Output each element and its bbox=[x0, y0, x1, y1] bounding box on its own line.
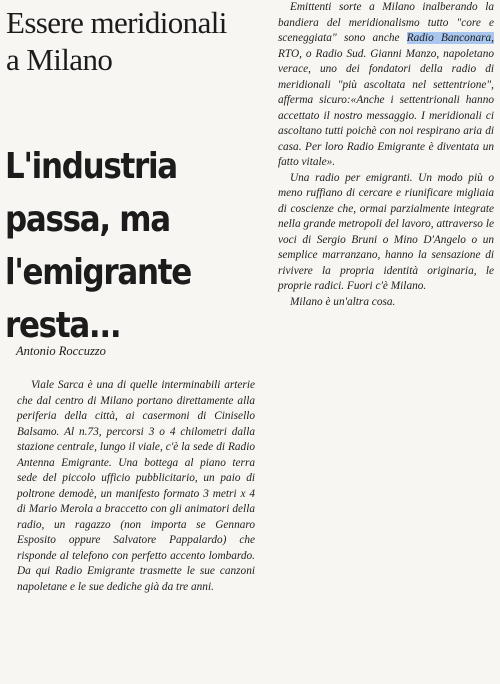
right-paragraph-1-start: Emittenti sorte a Milano inalberando la bandiera del meridionalismo tutto "core e sceneggiata" sono anche bbox=[278, 1, 494, 44]
headline-line-1: L'industria bbox=[5, 146, 177, 187]
right-paragraph-2: Una radio per emigranti. Un modo più o meno ruffiano di cercare e riunificare migliaia di coscienze che, ormai parzialmente integrate nella grande metropoli del lavoro, attraverso le voci di Sergio Bruni o Mino D'Angelo o un semplice marranzano, hanno la sensazione di rivivere la propria identità originaria, le proprie radici. Fuori c'è Milano. bbox=[278, 171, 494, 292]
right-paragraph-3: Milano è un'altra cosa. bbox=[290, 295, 396, 308]
right-paragraph-1-end: RTO, o Radio Sud. Gianni Manzo, napoletano verace, uno dei fondatori della radio di meridionali "più ascoltata nel settentrione", afferma sicuro:«Anche i settentrionali hanno accettato il nostro messaggio. I meridionali ci ascoltano tutti poichè con noi respirano aria di casa. Per loro Radio Emigrante è diventata un fatto vitale». bbox=[278, 47, 494, 168]
kicker bbox=[6, 4, 268, 78]
byline: Antonio Roccuzzo bbox=[16, 344, 106, 358]
page-edge-fade bbox=[0, 674, 500, 684]
headline bbox=[5, 140, 237, 352]
right-column bbox=[278, 0, 494, 310]
left-paragraph-1: Viale Sarca è una di quelle interminabili arterie che dal centro di Milano portano direttamente alla periferia della città, ai casermoni di Cinisello Balsamo. Al n.73, percorsi 3 o 4 chilometri dalla stazione centrale, lungo il viale, c'è la sede di Radio Antenna Emigrante. Una bottega al piano terra sede del piccolo ufficio pubblicitario, un paio di poltrone demodè, un manifesto formato 3 metri x 4 di Mario Merola a braccetto con gli animatori della radio, un ragazzo (non importa se Gennaro Esposito oppure Salvatore Pappalardo) che risponde al telefono con perfetto accento lombardo. Da qui Radio Emigrante trasmette le sue canzoni napoletane e le sue dediche già da tre anni. bbox=[17, 379, 255, 593]
kicker-line-2: a Milano bbox=[6, 42, 113, 77]
headline-line-3: l'emigrante bbox=[5, 252, 191, 293]
left-column bbox=[17, 378, 255, 595]
right-paragraph-1 bbox=[278, 0, 494, 171]
highlighted-text[interactable]: Radio Banconara, bbox=[406, 32, 494, 44]
kicker-line-1: Essere meridionali bbox=[6, 5, 227, 40]
headline-line-4: resta... bbox=[5, 305, 121, 346]
headline-line-2: passa, ma bbox=[5, 199, 170, 240]
